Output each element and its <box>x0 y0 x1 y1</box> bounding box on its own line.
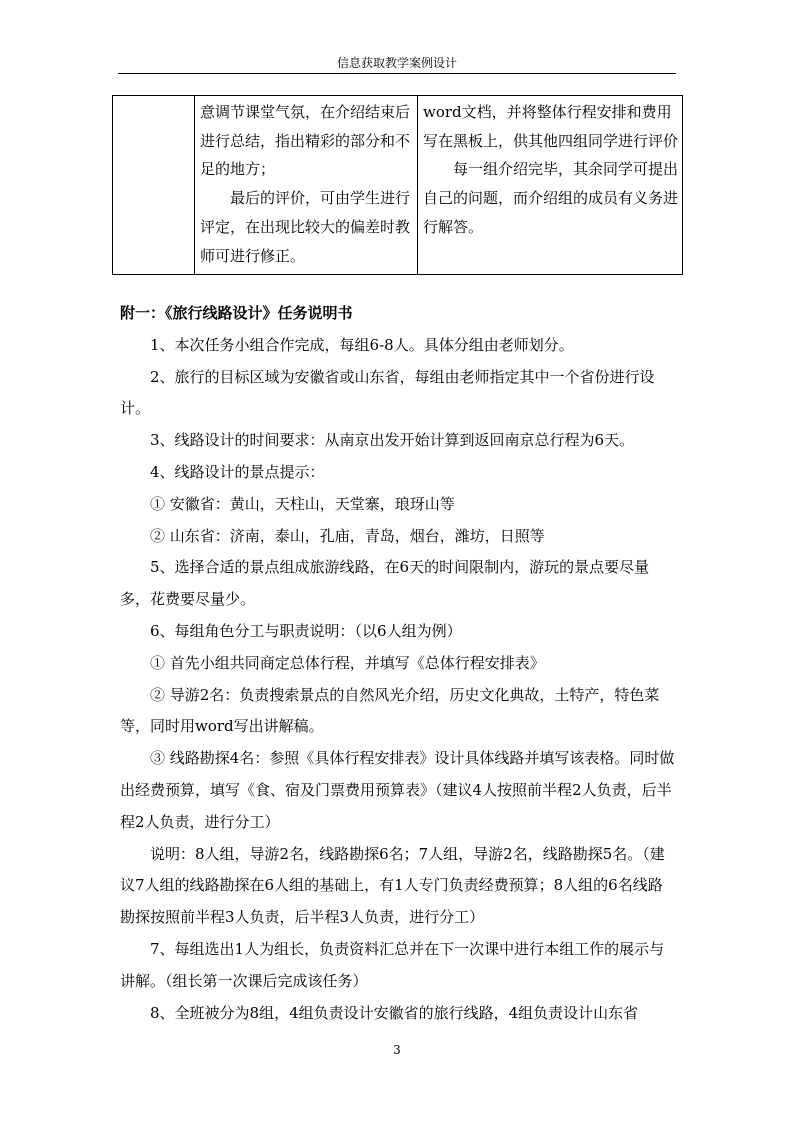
table-cell-teacher-activity <box>195 96 418 275</box>
table-cell-student-activity <box>418 96 683 275</box>
list-item: ① 安徽省：黄山，天柱山，天堂寨，琅玡山等 <box>150 494 455 513</box>
list-item: 说明：8人组，导游2名，线路勘探6名；7人组，导游2名，线路勘探5名。（建议7人组的线路勘探在6人组的基础上，有1人专门负责经费预算；8人组的6名线路勘探按照前半程3人负责，后半程3人负责，进行分工） <box>120 844 665 927</box>
page-number: 3 <box>393 1043 401 1057</box>
list-item: ② 导游2名：负责搜索景点的自然风光介绍，历史文化典故，土特产，特色菜等，同时用word写出讲解稿。 <box>120 685 660 736</box>
list-item: 2、旅行的目标区域为安徽省或山东省，每组由老师指定其中一个省份进行设计。 <box>120 367 655 418</box>
lesson-table-continuation <box>112 95 683 275</box>
table-row <box>113 96 683 275</box>
list-item: 8、全班被分为8组，4组负责设计安徽省的旅行线路，4组负责设计山东省 <box>150 1003 639 1022</box>
list-item: 6、每组角色分工与职责说明：（以6人组为例） <box>150 621 462 640</box>
list-item: ② 山东省：济南，泰山，孔庙，青岛，烟台，潍坊，日照等 <box>150 526 545 545</box>
header-divider <box>118 73 676 74</box>
cell-paragraph: 最后的评价，可由学生进行评定，在出现比较大的偏差时教师可进行修正。 <box>200 189 411 265</box>
list-item: 5、选择合适的景点组成旅游线路，在6天的时间限制内，游玩的景点要尽量多，花费要尽量少。 <box>120 558 650 609</box>
list-item: 7、每组选出1人为组长，负责资料汇总并在下一次课中进行本组工作的展示与讲解。（组长第一次课后完成该任务） <box>120 939 665 990</box>
appendix-section <box>120 298 676 1029</box>
table-cell-stage <box>113 96 195 275</box>
cell-paragraph: 意调节课堂气氛，在介绍结束后进行总结，指出精彩的部分和不足的地方； <box>200 103 411 179</box>
cell-paragraph: word文档，并将整体行程安排和费用写在黑板上，供其他四组同学进行评价 <box>423 103 679 150</box>
page-header: 信息获取教学案例设计 <box>336 56 457 70</box>
list-item: ③ 线路勘探4名：参照《具体行程安排表》设计具体线路并填写该表格。同时做出经费预算，填写《食、宿及门票费用预算表》（建议4人按照前半程2人负责，后半程2人负责，进行分工） <box>120 749 675 831</box>
cell-paragraph: 每一组介绍完毕，其余同学可提出自己的问题，而介绍组的成员有义务进行解答。 <box>423 160 679 236</box>
list-item: ① 首先小组共同商定总体行程，并填写《总体行程安排表》 <box>150 653 545 672</box>
list-item: 3、线路设计的时间要求：从南京出发开始计算到返回南京总行程为6天。 <box>150 431 635 450</box>
list-item: 1、本次任务小组合作完成，每组6-8人。具体分组由老师划分。 <box>150 335 574 354</box>
list-item: 4、线路设计的景点提示： <box>150 462 325 481</box>
appendix-title: 附一：《旅行线路设计》任务说明书 <box>120 304 353 322</box>
